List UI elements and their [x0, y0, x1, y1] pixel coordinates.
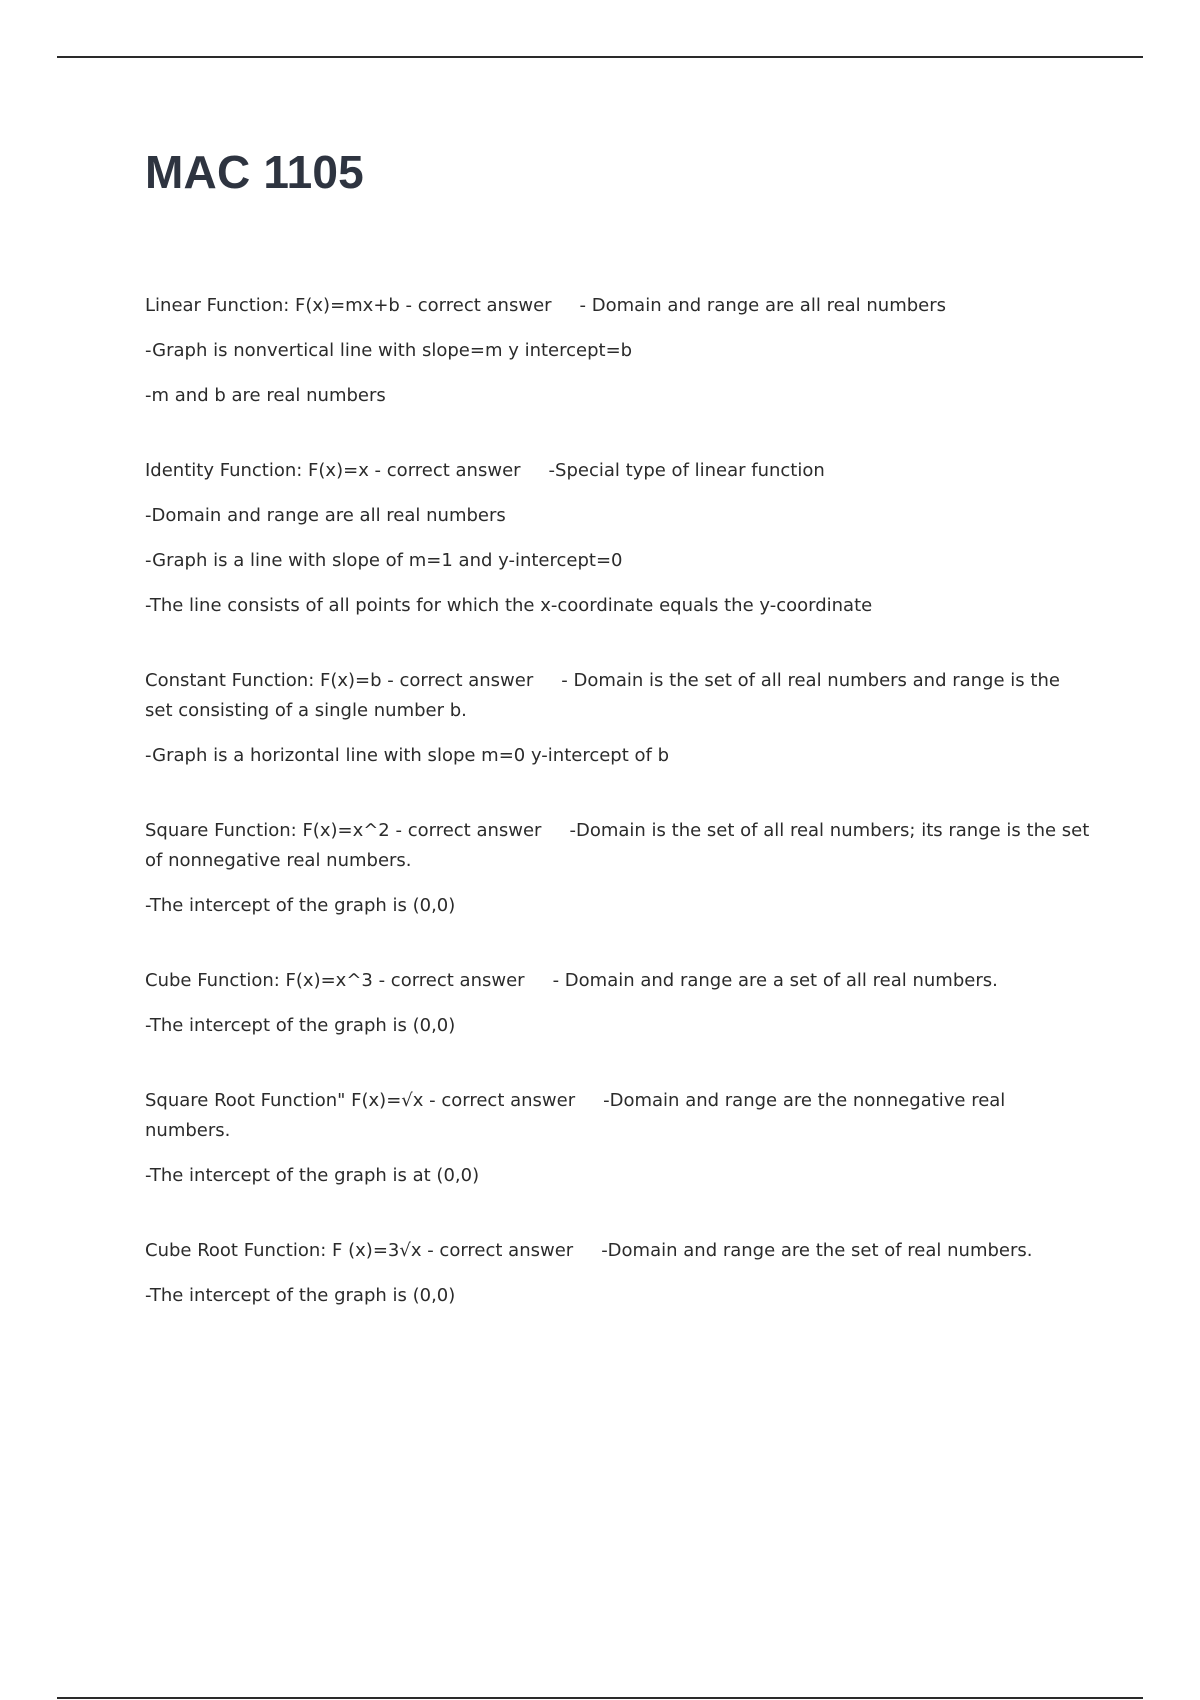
entry-detail: -Domain and range are all real numbers [145, 505, 506, 526]
entry-answer: - Domain is the set of all real numbers and range is the set consisting of a single number b. [145, 670, 1060, 721]
entry-question: Square Root Function" F(x)=√x - correct answer [145, 1090, 576, 1111]
entry-question: Cube Function: F(x)=x^3 - correct answer [145, 970, 525, 991]
entry-question: Cube Root Function: F (x)=3√x - correct answer [145, 1240, 574, 1261]
entry-question: Constant Function: F(x)=b - correct answer [145, 670, 534, 691]
entry-detail: -Graph is nonvertical line with slope=m y intercept=b [145, 340, 633, 361]
page-title: MAC 1105 [145, 146, 364, 198]
entry-question: Identity Function: F(x)=x - correct answer [145, 460, 521, 481]
entry-square-root-function [145, 1086, 1090, 1191]
entry-square-function [145, 816, 1090, 921]
entry-linear-function [145, 291, 1090, 411]
entry-first-line [145, 1236, 1090, 1266]
entry-first-line [145, 666, 1090, 726]
entry-identity-function [145, 456, 1090, 621]
document-body [145, 291, 1090, 1356]
entry-first-line [145, 816, 1090, 876]
entry-first-line [145, 456, 1090, 486]
entry-detail: -m and b are real numbers [145, 385, 386, 406]
entry-answer: -Domain and range are the set of real numbers. [601, 1240, 1033, 1261]
entry-answer: -Domain is the set of all real numbers; its range is the set of nonnegative real numbers. [145, 820, 1090, 871]
entry-constant-function [145, 666, 1090, 771]
entry-first-line [145, 291, 1090, 321]
entry-answer: -Domain and range are the nonnegative real numbers. [145, 1090, 1006, 1141]
entry-cube-root-function [145, 1236, 1090, 1311]
top-rule [57, 56, 1143, 58]
entry-question: Square Function: F(x)=x^2 - correct answer [145, 820, 542, 841]
entry-answer: - Domain and range are a set of all real numbers. [552, 970, 998, 991]
entry-first-line [145, 1086, 1090, 1146]
entry-detail: -The intercept of the graph is (0,0) [145, 895, 456, 916]
entry-answer: -Special type of linear function [548, 460, 825, 481]
entry-detail: -The intercept of the graph is (0,0) [145, 1015, 456, 1036]
bottom-rule [57, 1697, 1143, 1699]
entry-answer: - Domain and range are all real numbers [579, 295, 947, 316]
entry-detail: -Graph is a horizontal line with slope m=0 y-intercept of b [145, 745, 670, 766]
entry-detail: -The intercept of the graph is at (0,0) [145, 1165, 480, 1186]
entry-cube-function [145, 966, 1090, 1041]
entry-detail: -Graph is a line with slope of m=1 and y-intercept=0 [145, 550, 623, 571]
entry-question: Linear Function: F(x)=mx+b - correct answer [145, 295, 552, 316]
entry-detail: -The intercept of the graph is (0,0) [145, 1285, 456, 1306]
entry-detail: -The line consists of all points for which the x-coordinate equals the y-coordinate [145, 595, 873, 616]
entry-first-line [145, 966, 1090, 996]
